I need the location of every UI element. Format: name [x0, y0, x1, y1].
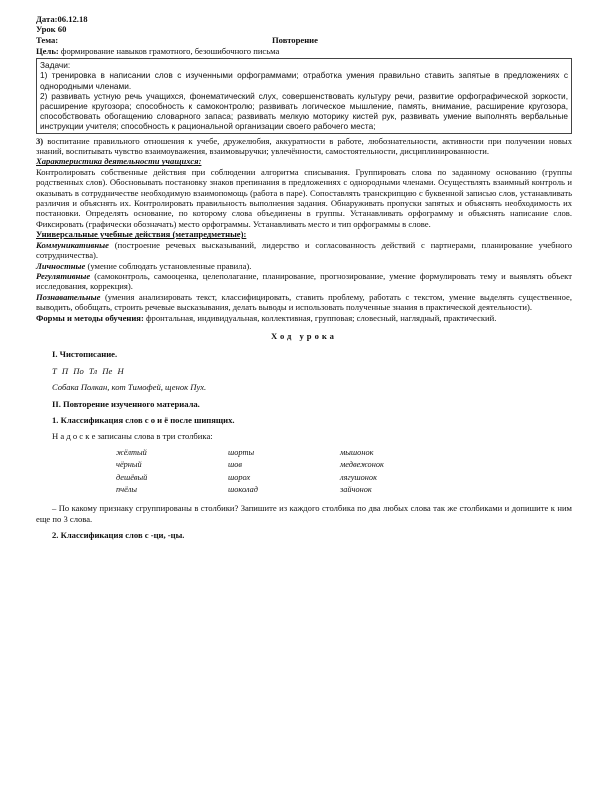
section-2-title: II. Повторение изученного материала.: [52, 398, 200, 409]
task-3-text: воспитание правильного отношения к учебе, дружелюбия, аккуратности в работе, любознательности, активности при получении новых знаний, воспитывать чувство взаимоуважения, взаимовыручки; увлечённости, самостоятельности, дисциплинированности.: [36, 135, 572, 157]
uud-personal-text: (умение соблюдать установленные правила).: [85, 260, 252, 271]
topic-label: Тема:: [36, 34, 59, 45]
activity-text: Контролировать собственные действия при соблюдении алгоритма списывания. Группировать слова по заданному основанию (группы родственных слов). Обосновывать постановку знаков препинания в предложениях с однородными членами. Осуществлять взаимный контроль и оказывать в сотрудничестве необходимую взаимопомощь (работа в паре). Сопоставлять транскрипцию с буквенной записью слов, устанавливать различия и объяснять их. Контролировать правильность выполнения задания. Обнаруживать пропуски запятых и объяснять необходимость их постановки. Определять основание, по которому слова объединены в группы. Устанавливать орфограмму и объяснять написание слов. Фиксировать (графически обозначать) место орфограммы. Устанавливать место и тип орфограммы в слове.: [36, 166, 572, 229]
section-2-item-1: 1. Классификация слов с о и ё после шипящих.: [52, 414, 235, 425]
table-cell: пчёлы: [116, 485, 138, 495]
uud-regulative-text: (самоконтроль, самооценка, целеполагание, планирование, прогнозирование, умение формулировать тему и выявлять объект исследования, коррекция).: [36, 270, 572, 292]
section-2-item-2: 2. Классификация слов с -ци, -цы.: [52, 530, 185, 541]
activity-label: Характеристика деятельности учащихся:: [36, 156, 202, 167]
task-3: [36, 136, 572, 157]
goal-text: формирование навыков грамотного, безошибочного письма: [58, 45, 280, 56]
lesson-number: Урок 60: [36, 24, 67, 35]
penmanship-letters: Т П По Тл Пе Н: [52, 365, 124, 376]
task-1: 1) тренировка в написании слов с изученными орфограммами; отработка умения правильно ставить запятые в предложениях с однородными членами.: [40, 70, 568, 91]
lesson-heading: Ход урока: [271, 330, 337, 341]
forms-methods-label: Формы и методы обучения:: [36, 312, 144, 323]
uud-regulative: [36, 271, 572, 292]
forms-methods-text: фронтальная, индивидуальная, коллективная, групповая; словесный, наглядный, практический.: [143, 312, 497, 323]
tasks-label: Задачи:: [40, 60, 71, 71]
uud-communicative-text: (построение речевых высказываний, лидерство и согласованность действий с партнерами, планирование учебного сотрудничества).: [36, 239, 572, 261]
goal-line: [36, 46, 572, 56]
board-instruction: Н а д о с к е записаны слова в три столбика:: [52, 431, 213, 442]
table-cell: лягушонок: [340, 472, 377, 482]
table-row: [116, 448, 452, 460]
word-columns-table: [116, 448, 452, 498]
table-cell: зайчонок: [340, 485, 372, 495]
uud-personal: [36, 261, 572, 271]
uud-cognitive-label: Познавательные: [36, 291, 101, 302]
uud-communicative: [36, 240, 572, 261]
table-cell: жёлтый: [116, 447, 147, 457]
table-cell: медвежонок: [340, 460, 384, 470]
table-cell: дешёвый: [116, 472, 148, 482]
uud-cognitive: [36, 292, 572, 313]
table-cell: чёрный: [116, 460, 142, 470]
table-cell: шоколад: [228, 485, 258, 495]
task-2: 2) развивать устную речь учащихся, фонематический слух, совершенствовать культуру речи, развитие орфографической зоркости, расширение кругозора; способность к самоконтролю; развивать логическое мышление, память, внимание, расширение кругозора, способствовать обогащению словарного запаса; развивать мелкую моторику кистей рук, развивать умение выполнять вербальные инструкции учителя; способность к рациональной организации своего рабочего места;: [40, 90, 568, 132]
tasks-box: [36, 58, 572, 133]
topic-line: [36, 35, 572, 46]
forms-methods: [36, 313, 572, 323]
table-row: [116, 460, 452, 472]
table-row: [116, 473, 452, 485]
uud-communicative-label: Коммуникативные: [36, 239, 109, 250]
table-cell: мышонок: [340, 447, 374, 457]
penmanship-sentence: Собака Полкан, кот Тимофей, щенок Пух.: [52, 382, 207, 393]
table-cell: шорох: [228, 472, 251, 482]
uud-cognitive-text: (умения анализировать текст, классифицировать, ставить проблему, работать с текстом, умение выделять существенное, выводить, обобщать, строить речевые высказывания, делать выводы и использовать полученные знания в практической деятельности).: [36, 291, 572, 313]
task-3-number: 3): [36, 135, 44, 146]
goal-label: Цель:: [36, 45, 59, 56]
table-cell: шов: [228, 460, 243, 470]
uud-regulative-label: Регулятивные: [36, 270, 91, 281]
lesson-date: Дата:06.12.18: [36, 14, 88, 24]
section-1-title: I. Чистописание.: [52, 349, 118, 360]
grouping-question: – По какому признаку сгруппированы в столбики? Запишите из каждого столбика по два любых слова так же столбиками и допишите к ним еще по 3 слова.: [36, 503, 572, 524]
table-row: [116, 485, 452, 497]
topic-value: Повторение: [272, 34, 318, 45]
table-cell: шорты: [228, 447, 255, 457]
document-page: [36, 14, 572, 541]
uud-label: Универсальные учебные действия (метапредметные):: [36, 229, 247, 240]
uud-personal-label: Личностные: [36, 260, 86, 271]
